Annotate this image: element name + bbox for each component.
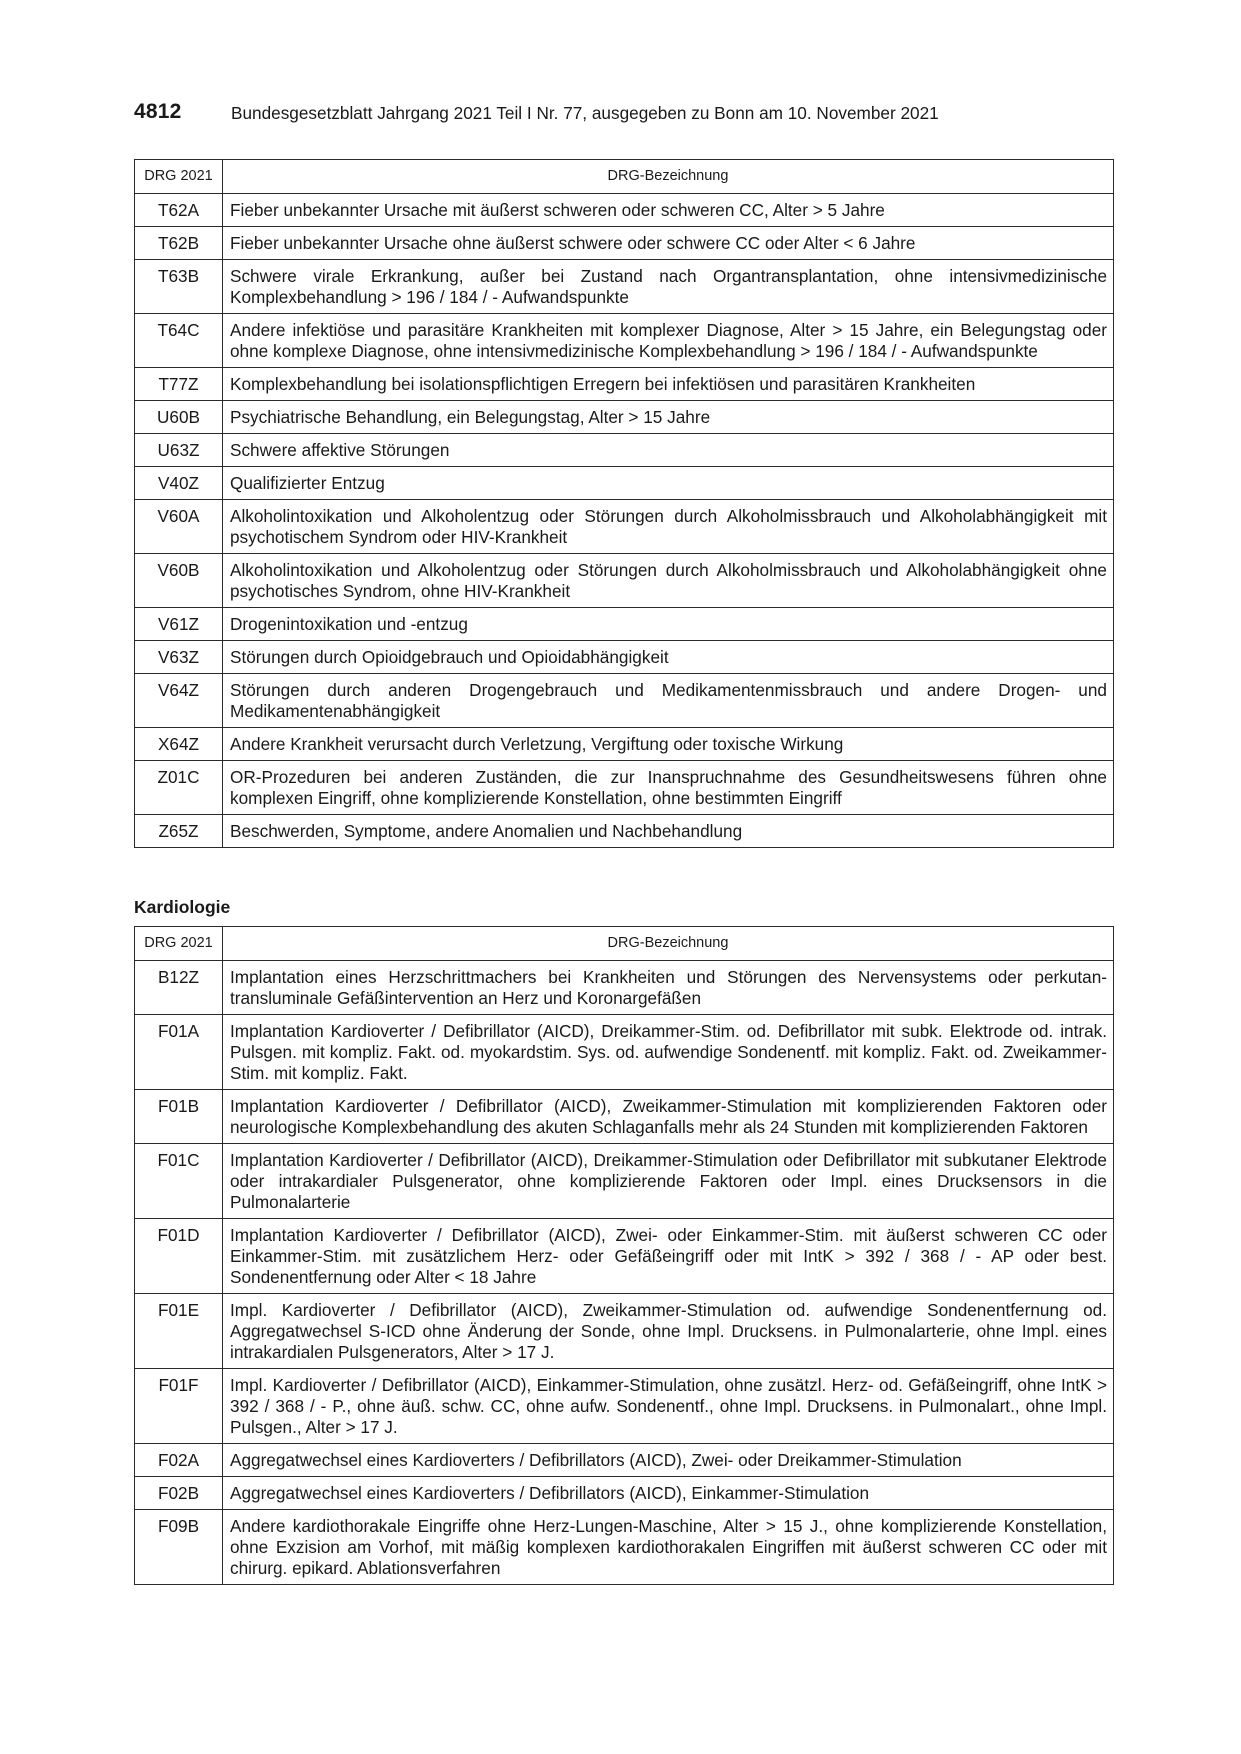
drg-description-cell: Schwere virale Erkrankung, außer bei Zustand nach Organtransplantation, ohne intensivmedizinische Komplexbehandlung > 196 / 184 / - Aufwandspunkte — [223, 260, 1114, 314]
drg-description-cell: Qualifizierter Entzug — [223, 467, 1114, 500]
table-row — [135, 260, 1114, 314]
drg-description-cell: Störungen durch anderen Drogengebrauch und Medikamentenmissbrauch und andere Drogen- und Medikamentenabhängigkeit — [223, 674, 1114, 728]
table-row — [135, 1090, 1114, 1144]
table-row — [135, 500, 1114, 554]
drg-description-cell: Implantation eines Herzschrittmachers bei Krankheiten und Störungen des Nervensystems oder perkutan-transluminale Gefäßintervention an Herz und Koronargefäßen — [223, 961, 1114, 1015]
drg-code-cell: T64C — [135, 314, 223, 368]
drg-table-1 — [134, 159, 1114, 848]
drg-code-cell: F01C — [135, 1144, 223, 1219]
table-row — [135, 1015, 1114, 1090]
drg-table-2 — [134, 926, 1114, 1585]
column-header-description: DRG-Bezeichnung — [223, 160, 1114, 194]
table-header-row — [135, 160, 1114, 194]
table-row — [135, 674, 1114, 728]
drg-description-cell: Psychiatrische Behandlung, ein Belegungstag, Alter > 15 Jahre — [223, 401, 1114, 434]
table-row — [135, 1369, 1114, 1444]
drg-description-cell: Beschwerden, Symptome, andere Anomalien und Nachbehandlung — [223, 815, 1114, 848]
drg-description-cell: Implantation Kardioverter / Defibrillator (AICD), Zwei- oder Einkammer-Stim. mit äußerst schweren CC oder Einkammer-Stim. mit zusätzlichem Herz- oder Gefäßeingriff oder mit IntK > 392 / 368 / - AP oder best. Sondenentfernung oder Alter < 18 Jahre — [223, 1219, 1114, 1294]
column-header-code: DRG 2021 — [135, 927, 223, 961]
table-row — [135, 1477, 1114, 1510]
table-row — [135, 1144, 1114, 1219]
publication-line: Bundesgesetzblatt Jahrgang 2021 Teil I Nr. 77, ausgegeben zu Bonn am 10. November 2021 — [231, 103, 939, 123]
table-row — [135, 554, 1114, 608]
table-row — [135, 227, 1114, 260]
drg-code-cell: U60B — [135, 401, 223, 434]
drg-description-cell: Implantation Kardioverter / Defibrillator (AICD), Dreikammer-Stim. od. Defibrillator mit subk. Elektrode od. intrak. Pulsgen. mit kompliz. Fakt. od. myokardstim. Sys. od. aufwendige Sondenentf. mit kompliz. Fakt. od. Zweikammer-Stim. mit kompliz. Fakt. — [223, 1015, 1114, 1090]
drg-description-cell: Drogenintoxikation und -entzug — [223, 608, 1114, 641]
drg-code-cell: F02B — [135, 1477, 223, 1510]
drg-code-cell: V61Z — [135, 608, 223, 641]
drg-description-cell: OR-Prozeduren bei anderen Zuständen, die zur Inanspruchnahme des Gesundheitswesens führen ohne komplexen Eingriff, ohne komplizierende Konstellation, ohne bestimmten Eingriff — [223, 761, 1114, 815]
drg-code-cell: V40Z — [135, 467, 223, 500]
drg-description-cell: Andere infektiöse und parasitäre Krankheiten mit komplexer Diagnose, Alter > 15 Jahre, ein Belegungstag oder ohne komplexe Diagnose, ohne intensivmedizinische Komplexbehandlung > 196 / 184 / - Aufwandspunkte — [223, 314, 1114, 368]
drg-description-cell: Alkoholintoxikation und Alkoholentzug oder Störungen durch Alkoholmissbrauch und Alkoholabhängigkeit ohne psychotisches Syndrom, ohne HIV-Krankheit — [223, 554, 1114, 608]
drg-code-cell: Z01C — [135, 761, 223, 815]
drg-code-cell: V60B — [135, 554, 223, 608]
drg-code-cell: F02A — [135, 1444, 223, 1477]
table-header-row — [135, 927, 1114, 961]
drg-code-cell: B12Z — [135, 961, 223, 1015]
drg-description-cell: Andere kardiothorakale Eingriffe ohne Herz-Lungen-Maschine, Alter > 15 J., ohne komplizierende Konstellation, ohne Exzision am Vorhof, mit mäßig komplexen kardiothorakalen Eingriffen mit äußerst schweren CC oder mit chirurg. epikard. Ablationsverfahren — [223, 1510, 1114, 1585]
drg-code-cell: T62A — [135, 194, 223, 227]
table-row — [135, 368, 1114, 401]
table-row — [135, 434, 1114, 467]
table-row — [135, 1219, 1114, 1294]
drg-code-cell: T62B — [135, 227, 223, 260]
drg-description-cell: Komplexbehandlung bei isolationspflichtigen Erregern bei infektiösen und parasitären Krankheiten — [223, 368, 1114, 401]
drg-description-cell: Impl. Kardioverter / Defibrillator (AICD), Zweikammer-Stimulation od. aufwendige Sondenentfernung od. Aggregatwechsel S-ICD ohne Änderung der Sonde, ohne Impl. Drucksens. in Pulmonalarterie, ohne Impl. eines intrakardialen Pulsgenerators, Alter > 17 J. — [223, 1294, 1114, 1369]
table-row — [135, 961, 1114, 1015]
drg-code-cell: V64Z — [135, 674, 223, 728]
table-row — [135, 608, 1114, 641]
drg-description-cell: Aggregatwechsel eines Kardioverters / Defibrillators (AICD), Einkammer-Stimulation — [223, 1477, 1114, 1510]
page-number: 4812 — [134, 100, 182, 123]
page-header — [134, 100, 1114, 128]
table-row — [135, 761, 1114, 815]
table-row — [135, 1294, 1114, 1369]
table-row — [135, 194, 1114, 227]
table-row — [135, 815, 1114, 848]
table-row — [135, 1510, 1114, 1585]
drg-description-cell: Implantation Kardioverter / Defibrillator (AICD), Dreikammer-Stimulation oder Defibrillator mit subkutaner Elektrode oder intrakardialer Pulsgenerator, ohne komplizierende Faktoren oder Impl. eines Drucksensors in die Pulmonalarterie — [223, 1144, 1114, 1219]
drg-description-cell: Störungen durch Opioidgebrauch und Opioidabhängigkeit — [223, 641, 1114, 674]
drg-description-cell: Fieber unbekannter Ursache ohne äußerst schwere oder schwere CC oder Alter < 6 Jahre — [223, 227, 1114, 260]
drg-description-cell: Fieber unbekannter Ursache mit äußerst schweren oder schweren CC, Alter > 5 Jahre — [223, 194, 1114, 227]
drg-code-cell: X64Z — [135, 728, 223, 761]
drg-code-cell: F01A — [135, 1015, 223, 1090]
drg-code-cell: F01F — [135, 1369, 223, 1444]
column-header-description: DRG-Bezeichnung — [223, 927, 1114, 961]
drg-code-cell: F01B — [135, 1090, 223, 1144]
table-row — [135, 641, 1114, 674]
table-row — [135, 1444, 1114, 1477]
drg-code-cell: F01D — [135, 1219, 223, 1294]
table-row — [135, 467, 1114, 500]
section-heading-kardiologie: Kardiologie — [134, 897, 231, 917]
table-row — [135, 728, 1114, 761]
column-header-code: DRG 2021 — [135, 160, 223, 194]
drg-code-cell: Z65Z — [135, 815, 223, 848]
drg-code-cell: U63Z — [135, 434, 223, 467]
drg-code-cell: V60A — [135, 500, 223, 554]
drg-description-cell: Impl. Kardioverter / Defibrillator (AICD), Einkammer-Stimulation, ohne zusätzl. Herz- od. Gefäßeingriff, ohne IntK > 392 / 368 / - P., ohne äuß. schw. CC, ohne aufw. Sondenentf., ohne Impl. Drucksens. in Pulmonalart., ohne Impl. Pulsgen., Alter > 17 J. — [223, 1369, 1114, 1444]
drg-code-cell: F01E — [135, 1294, 223, 1369]
drg-code-cell: T63B — [135, 260, 223, 314]
drg-code-cell: V63Z — [135, 641, 223, 674]
table-row — [135, 314, 1114, 368]
drg-description-cell: Alkoholintoxikation und Alkoholentzug oder Störungen durch Alkoholmissbrauch und Alkoholabhängigkeit mit psychotischem Syndrom oder HIV-Krankheit — [223, 500, 1114, 554]
drg-description-cell: Implantation Kardioverter / Defibrillator (AICD), Zweikammer-Stimulation mit komplizierenden Faktoren oder neurologische Komplexbehandlung des akuten Schlaganfalls mehr als 24 Stunden mit komplizierenden Faktoren — [223, 1090, 1114, 1144]
drg-description-cell: Andere Krankheit verursacht durch Verletzung, Vergiftung oder toxische Wirkung — [223, 728, 1114, 761]
drg-description-cell: Aggregatwechsel eines Kardioverters / Defibrillators (AICD), Zwei- oder Dreikammer-Stimulation — [223, 1444, 1114, 1477]
table-row — [135, 401, 1114, 434]
drg-code-cell: F09B — [135, 1510, 223, 1585]
drg-description-cell: Schwere affektive Störungen — [223, 434, 1114, 467]
drg-code-cell: T77Z — [135, 368, 223, 401]
